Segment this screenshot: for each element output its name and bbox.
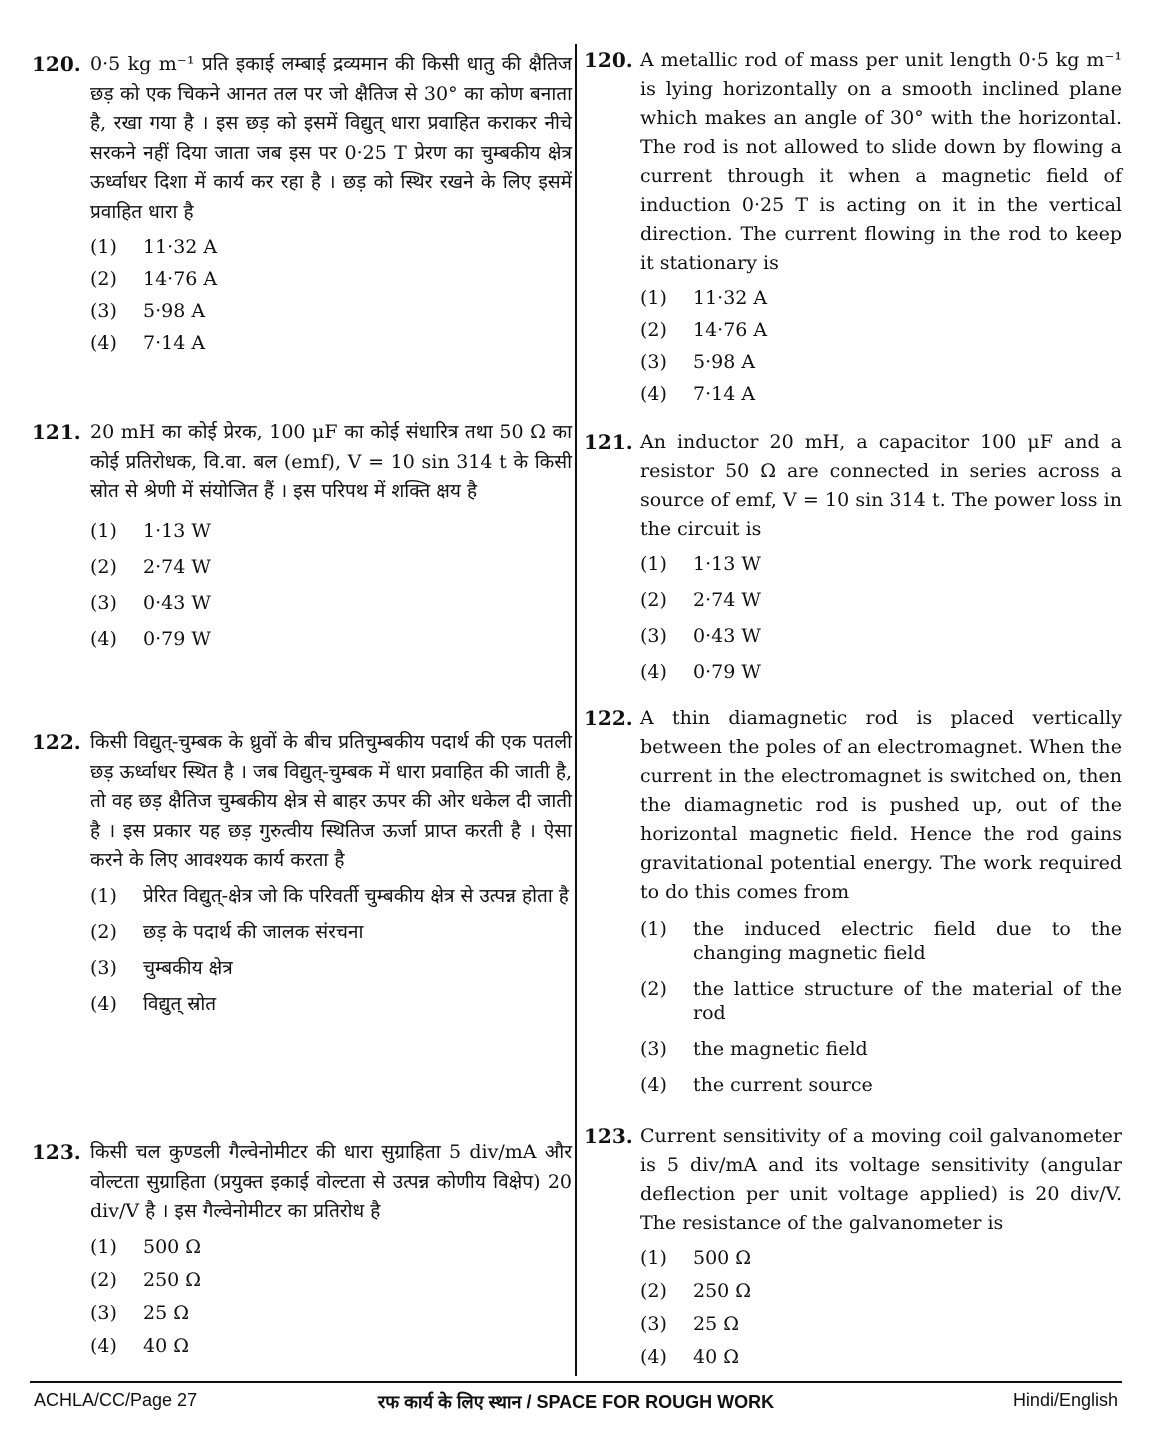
option-4 [640,382,1122,406]
option-num: (4) [640,1074,667,1096]
option-text: 5·98 A [143,300,206,322]
option-2 [90,1268,572,1292]
option-1 [640,286,1122,310]
question-text: Current sensitivity of a moving coil galvanometer is 5 div/mA and its voltage sensitivity (angular deflection per unit voltage applied) is 20 div/V. The resistance of the galvanometer is [640,1125,1122,1234]
question-number: 120. [32,52,81,76]
option-text: चुम्बकीय क्षेत्र [143,956,233,979]
option-text: 40 Ω [143,1334,189,1357]
option-2 [90,555,572,579]
option-text: 2·74 W [143,555,211,578]
option-num: (3) [90,956,117,979]
option-text: the induced electric field due to the changing magnetic field [693,918,1122,964]
option-num: (2) [640,1280,667,1302]
option-text: 25 Ω [693,1313,739,1335]
option-1 [90,884,572,908]
question-121-hindi [32,418,572,651]
question-120-hindi [32,50,572,355]
options-list [640,917,1122,1097]
option-num: (3) [90,591,117,614]
option-num: (1) [640,287,667,309]
language-label: Hindi/English [1012,1390,1118,1410]
footer-rule [30,1381,1122,1383]
option-text: the magnetic field [693,1038,868,1060]
options-list [640,286,1122,406]
question-text: किसी चल कुण्डली गैल्वेनोमीटर की धारा सुग्राहिता 5 div/mA और वोल्टता सुग्राहिता (प्रयुक्त इकाई वोल्टता से उत्पन्न कोणीय विक्षेप) 20 div/V है । इस गैल्वेनोमीटर का प्रतिरोध है [90,1141,572,1222]
option-num: (2) [640,319,667,341]
option-num: (1) [90,884,117,907]
option-text: 14·76 A [143,268,218,290]
option-num: (4) [90,332,117,354]
question-number: 123. [32,1140,81,1164]
option-4 [90,1334,572,1358]
option-num: (4) [90,992,117,1015]
option-num: (1) [640,1247,667,1269]
option-text: 250 Ω [693,1280,752,1302]
question-122-english [582,704,1122,1097]
option-2 [640,977,1122,1025]
option-2 [640,588,1122,612]
option-num: (3) [640,351,667,373]
option-3 [90,591,572,615]
question-number: 122. [32,730,81,754]
option-text: छड़ के पदार्थ की जालक संरचना [143,920,364,943]
option-4 [90,992,572,1016]
option-text: विद्युत् स्रोत [143,992,217,1015]
option-2 [90,267,572,291]
option-1 [640,917,1122,965]
option-3 [640,350,1122,374]
question-120-english [582,46,1122,406]
option-num: (1) [640,553,667,575]
options-list [640,1246,1122,1369]
option-2 [90,920,572,944]
option-text: 0·79 W [143,627,211,650]
option-num: (3) [90,1301,117,1324]
option-4 [640,660,1122,684]
option-2 [640,1279,1122,1303]
option-1 [90,519,572,543]
option-1 [640,1246,1122,1270]
option-text: 0·79 W [693,661,761,683]
option-text: 14·76 A [693,319,768,341]
option-num: (4) [90,1334,117,1357]
option-num: (2) [640,589,667,611]
option-4 [90,331,572,355]
option-text: the current source [693,1074,873,1096]
question-text: A thin diamagnetic rod is placed vertically between the poles of an electromagnet. When the current in the electromagnet is switched on, then the diamagnetic rod is pushed up, out of the horizontal magnetic field. Hence the rod gains gravitational potential energy. The work required to do this comes from [640,707,1122,903]
option-text: 7·14 A [693,383,756,405]
question-text: A metallic rod of mass per unit length 0·5 kg m⁻¹ is lying horizontally on a smooth inclined plane which makes an angle of 30° with the horizontal. The rod is not allowed to slide down by flowing a current through it when a magnetic field of induction 0·25 T is acting on it in the vertical direction. The current flowing in the rod to keep it stationary is [640,49,1122,274]
question-number: 120. [584,48,633,72]
option-num: (2) [90,268,117,290]
option-num: (4) [90,627,117,650]
option-num: (1) [640,918,667,940]
question-number: 121. [584,430,633,454]
option-num: (4) [640,661,667,683]
option-num: (1) [90,519,117,542]
option-3 [640,1037,1122,1061]
option-num: (2) [90,920,117,943]
question-123-english [582,1122,1122,1369]
option-num: (3) [640,625,667,647]
option-num: (1) [90,236,117,258]
option-num: (1) [90,1235,117,1258]
option-num: (3) [90,300,117,322]
option-text: 2·74 W [693,589,761,611]
option-num: (4) [640,1346,667,1368]
option-text: 7·14 A [143,332,206,354]
option-num: (4) [640,383,667,405]
option-3 [640,624,1122,648]
options-list [90,235,572,355]
option-num: (3) [640,1313,667,1335]
option-3 [90,1301,572,1325]
option-2 [640,318,1122,342]
option-3 [90,956,572,980]
question-number: 121. [32,420,81,444]
rough-work-label: रफ कार्य के लिए स्थान / SPACE FOR ROUGH WORK [377,1392,775,1412]
option-text: 11·32 A [693,287,768,309]
option-text: 0·43 W [693,625,761,647]
option-4 [640,1073,1122,1097]
question-123-hindi [32,1138,572,1358]
question-text: 0·5 kg m⁻¹ प्रति इकाई लम्बाई द्रव्यमान की किसी धातु की क्षैतिज छड़ को एक चिकने आनत तल पर जो क्षैतिज से 30° का कोण बनाता है, रखा गया है । इस छड़ को इसमें विद्युत् धारा प्रवाहित कराकर नीचे सरकने नहीं दिया जाता जब इस पर 0·25 T प्रेरण का चुम्बकीय क्षेत्र ऊर्ध्वाधर दिशा में कार्य कर रहा है । छड़ को स्थिर रखने के लिए इसमें प्रवाहित धारा है [90,53,572,223]
option-3 [90,299,572,323]
option-num: (3) [640,1038,667,1060]
options-list [90,1235,572,1358]
option-text: the lattice structure of the material of the rod [693,978,1122,1024]
option-text: 1·13 W [693,553,761,575]
option-4 [640,1345,1122,1369]
option-1 [90,1235,572,1259]
option-text: 500 Ω [143,1235,202,1258]
options-list [90,884,572,1016]
option-text: 25 Ω [143,1301,189,1324]
option-1 [90,235,572,259]
column-divider [575,44,577,1376]
options-list [90,519,572,651]
option-text: 250 Ω [143,1268,202,1291]
option-3 [640,1312,1122,1336]
option-num: (2) [640,978,667,1000]
option-num: (2) [90,1268,117,1291]
option-text: 40 Ω [693,1346,739,1368]
question-122-hindi [32,728,572,1016]
option-text: प्रेरित विद्युत्-क्षेत्र जो कि परिवर्ती चुम्बकीय क्षेत्र से उत्पन्न होता है [143,884,569,907]
question-text: किसी विद्युत्-चुम्बक के ध्रुवों के बीच प्रतिचुम्बकीय पदार्थ की एक पतली छड़ ऊर्ध्वाधर स्थित है । जब विद्युत्-चुम्बक में धारा प्रवाहित की जाती है, तो वह छड़ क्षैतिज चुम्बकीय क्षेत्र से बाहर ऊपर की ओर धकेल दी जाती है । इस प्रकार यह छड़ गुरुत्वीय स्थितिज ऊर्जा प्राप्त करती है । ऐसा करने के लिए आवश्यक कार्य करता है [90,731,572,871]
question-number: 123. [584,1124,633,1148]
option-1 [640,552,1122,576]
question-121-english [582,428,1122,684]
option-4 [90,627,572,651]
option-text: 500 Ω [693,1247,752,1269]
question-text: An inductor 20 mH, a capacitor 100 μF and a resistor 50 Ω are connected in series across a source of emf, V = 10 sin 314 t. The power loss in the circuit is [640,431,1122,540]
option-text: 1·13 W [143,519,211,542]
question-text: 20 mH का कोई प्रेरक, 100 μF का कोई संधारित्र तथा 50 Ω का कोई प्रतिरोधक, वि.वा. बल (emf), V = 10 sin 314 t के किसी स्रोत से श्रेणी में संयोजित हैं । इस परिपथ में शक्ति क्षय है [90,421,572,502]
option-num: (2) [90,555,117,578]
page-code: ACHLA/CC/Page 27 [34,1390,198,1410]
options-list [640,552,1122,684]
option-text: 11·32 A [143,236,218,258]
option-text: 5·98 A [693,351,756,373]
option-text: 0·43 W [143,591,211,614]
question-number: 122. [584,706,633,730]
